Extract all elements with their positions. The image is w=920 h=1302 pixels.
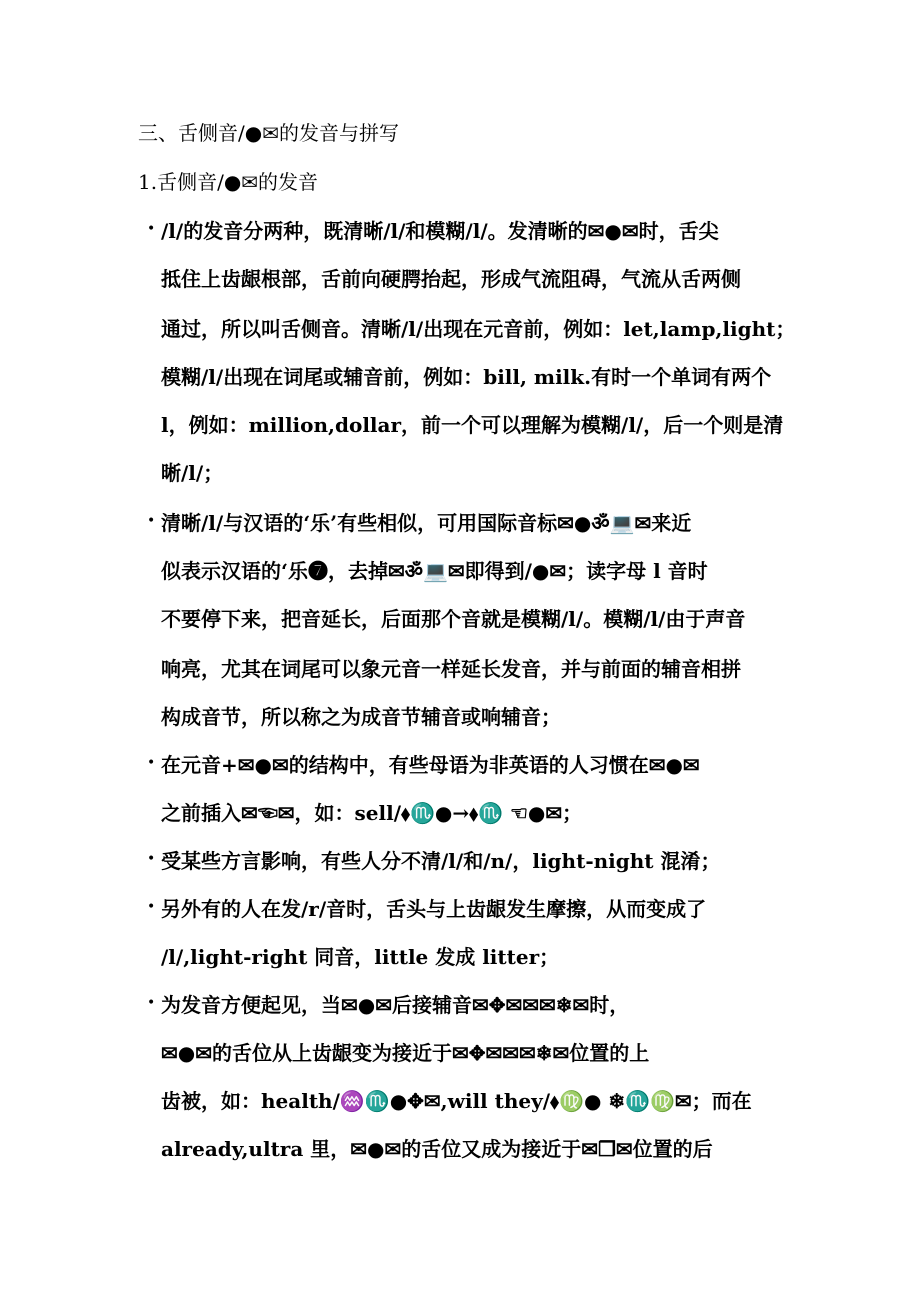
bullet-marker: • bbox=[147, 899, 156, 915]
bullet-marker: • bbox=[147, 851, 156, 867]
bullet-2-line-5: 构成音节，所以称之为成音节辅音或响辅音； bbox=[161, 705, 561, 729]
bullet-6-line-3: 齿被，如：health/♒♏●✥✉,will they/⬧♍● ❄♏♍✉；而在 bbox=[161, 1089, 752, 1113]
bullet-5-line-2: /l/,light-right 同音，little 发成 litter； bbox=[161, 945, 560, 969]
bullet-2-line-2: 似表示汉语的‘乐❼，去掉✉ॐ💻✉即得到/●✉；读字母 l 音时 bbox=[161, 559, 708, 583]
section-heading: 三、舌侧音/●✉的发音与拼写 bbox=[138, 121, 399, 145]
bullet-marker: • bbox=[147, 221, 156, 237]
bullet-6-line-2: ✉●✉的舌位从上齿龈变为接近于✉✥✉✉✉❄✉位置的上 bbox=[161, 1041, 650, 1065]
bullet-1-line-5: l，例如：million,dollar，前一个可以理解为模糊/l/，后一个则是清 bbox=[161, 413, 784, 437]
bullet-2-line-3: 不要停下来，把音延长，后面那个音就是模糊/l/。模糊/l/由于声音 bbox=[161, 607, 746, 631]
bullet-5-line-1: 另外有的人在发/r/音时，舌头与上齿龈发生摩擦，从而变成了 bbox=[161, 897, 707, 921]
bullet-3-line-2: 之前插入✉☜✉，如：sell/⬧♏●→⬧♏ ☜●✉； bbox=[161, 801, 583, 825]
bullet-1-line-4: 模糊/l/出现在词尾或辅音前，例如：bill, milk.有时一个单词有两个 bbox=[161, 365, 772, 389]
bullet-1-line-3: 通过，所以叫舌侧音。清晰/l/出现在元音前，例如：let,lamp,light； bbox=[161, 317, 796, 341]
bullet-1-line-6: 晰/l/； bbox=[161, 461, 224, 485]
bullet-marker: • bbox=[147, 995, 156, 1011]
bullet-6-line-4: already,ultra 里，✉●✉的舌位又成为接近于✉❒✉位置的后 bbox=[161, 1137, 713, 1161]
bullet-4-line-1: 受某些方言影响，有些人分不清/l/和/n/，light-night 混淆； bbox=[161, 849, 721, 873]
bullet-marker: • bbox=[147, 513, 156, 529]
bullet-2-line-1: 清晰/l/与汉语的‘乐’有些相似，可用国际音标✉●ॐ💻✉来近 bbox=[161, 511, 692, 535]
bullet-1-line-1: /l/的发音分两种，既清晰/l/和模糊/l/。发清晰的✉●✉时，舌尖 bbox=[161, 219, 719, 243]
bullet-6-line-1: 为发音方便起见，当✉●✉后接辅音✉✥✉✉✉❄✉时， bbox=[161, 993, 630, 1017]
bullet-1-line-2: 抵住上齿龈根部，舌前向硬腭抬起，形成气流阻碍，气流从舌两侧 bbox=[161, 267, 741, 291]
bullet-3-line-1: 在元音+✉●✉的结构中，有些母语为非英语的人习惯在✉●✉ bbox=[161, 753, 700, 777]
subsection-heading: 1.舌侧音/●✉的发音 bbox=[138, 170, 319, 194]
bullet-marker: • bbox=[147, 755, 156, 771]
bullet-2-line-4: 响亮，尤其在词尾可以象元音一样延长发音，并与前面的辅音相拼 bbox=[161, 657, 741, 681]
